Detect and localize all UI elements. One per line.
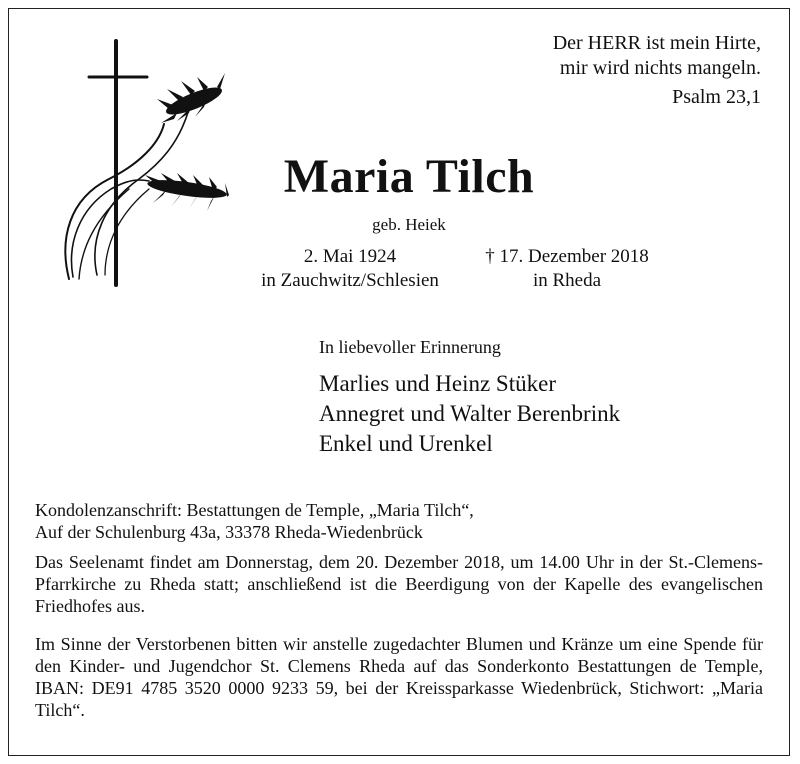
address-line-1: Kondolenzanschrift: Bestattungen de Temple, „Maria Tilch“,: [35, 500, 474, 520]
donation-notice: Im Sinne der Verstorbenen bitten wir anstelle zugedachter Blumen und Kränze um eine Spende für den Kinder- und Jugendchor St. Clemens Rheda auf das Sonderkonto Bestattungen de Temple, IBAN: DE91 4785 3520 0000 9233 59, bei der Kreissparkasse Wiedenbrück, Stichwort: „Maria Tilch“.: [35, 634, 763, 720]
psalm-line-2: mir wird nichts mangeln.: [559, 57, 761, 79]
cross-with-wheat-icon: [49, 39, 229, 289]
birth-info: [235, 245, 465, 293]
address-line-2: Auf der Schulenburg 43a, 33378 Rheda-Wiedenbrück: [35, 522, 423, 542]
death-date: † 17. Dezember 2018: [485, 246, 649, 267]
death-info: [467, 245, 667, 293]
deceased-name: Maria Tilch: [283, 150, 535, 203]
obituary-card: [8, 8, 790, 756]
death-place: in Rheda: [532, 270, 602, 291]
mourners-list: [319, 369, 620, 459]
psalm-reference: Psalm 23,1: [672, 86, 761, 108]
condolence-address: [35, 499, 763, 543]
memory-line: In liebevoller Erinnerung: [319, 337, 501, 357]
mourner-line: Enkel und Urenkel: [319, 431, 493, 456]
psalm-quote: [553, 31, 761, 110]
birth-name: geb. Heiek: [372, 215, 446, 234]
birth-date: 2. Mai 1924: [303, 246, 397, 267]
mourner-line: Annegret und Walter Berenbrink: [319, 401, 621, 426]
mourner-line: Marlies und Heinz Stüker: [319, 371, 556, 396]
birth-place: in Zauchwitz/Schlesien: [261, 270, 439, 291]
requiem-notice: Das Seelenamt findet am Donnerstag, dem 20. Dezember 2018, um 14.00 Uhr in der St.-Clemens- Pfarrkirche zu Rheda statt; anschließend ist die Beerdigung von der Kapelle des evangelischen Friedhofes aus.: [35, 552, 763, 616]
psalm-line-1: Der HERR ist mein Hirte,: [552, 32, 761, 54]
